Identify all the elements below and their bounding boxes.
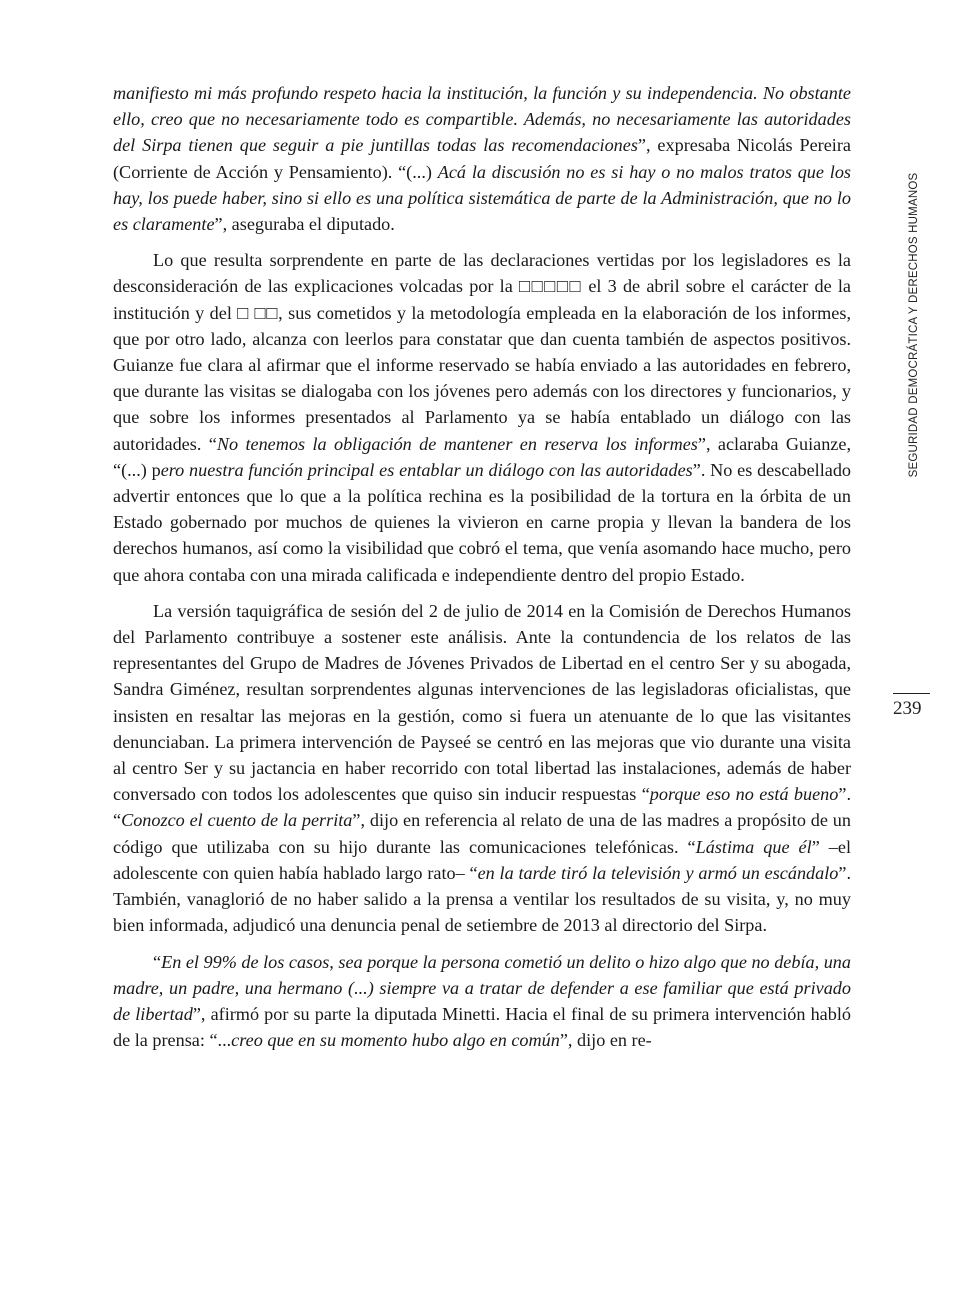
quote-text: Lástima que él	[695, 836, 812, 857]
quote-text: manifiesto mi más profundo respeto hacia la institución, la función y su independencia. No obstante ello, creo que no necesariamente todo es compartible. Además, no necesariamente las autoridades del Sirpa tienen que seguir a pie juntillas todas las recomendaciones	[113, 83, 851, 156]
body-text	[113, 80, 851, 1063]
quote-text: en la tarde tiró la televisión y armó un escándalo	[477, 862, 839, 883]
body-span: ”. También, vanaglorió de no haber salido a la prensa a ventilar los resultados de su visita, y, no muy bien informada, adjudicó una denuncia penal de setiembre de 2013 al directorio del Sirpa.	[113, 862, 851, 936]
body-span: ”, afirmó por su parte la diputada Minetti. Hacia el final de su primera intervención habló de la prensa: “...	[113, 1003, 851, 1051]
quote-text: Conozco el cuento de la perrita	[121, 810, 353, 831]
quote-text: porque eso no está bueno	[649, 784, 839, 805]
quote-text: Acá la discusión no es si hay o no malos tratos que los hay, los puede haber, sino si ello es una política sistemática de parte de la Administración, que no lo es claramente	[113, 161, 851, 235]
body-span: ”. “	[113, 784, 851, 831]
body-span: ”, expresaba Nicolás Pereira (Corriente de Acción y Pensamiento). “(...)	[113, 135, 851, 182]
body-span: ”, aclaraba Guianze, “(...) p	[113, 433, 851, 480]
paragraph-2	[113, 247, 851, 588]
paragraph-4	[113, 949, 851, 1054]
body-span: ”, aseguraba el diputado.	[214, 214, 395, 235]
body-span: ” –el adolescente con quien había hablado largo rato– “	[113, 836, 852, 883]
body-span: ”. No es descabellado advertir entonces que lo que a la política rechina es la posibilidad de la tortura en la órbita de un Estado gobernado por muchos de quienes la vivieron en carne propia y llevan la bandera de los derechos humanos, así como la visibilidad que cobró el tema, que venía asomando hace mucho, pero que ahora contaba con una mirada calificada e independiente dentro del propio Estado.	[113, 459, 852, 585]
body-span: Lo que resulta sorprendente en parte de las declaraciones vertidas por los legisladores es la desconsideración de las explicaciones volcadas por la □□□□□ el 3 de abril sobre el carácter de la institución y del □ □□, sus cometidos y la metodología empleada en la elaboración de los informes, que por otro lado, alcanza con leerlos para constatar que dan cuenta también de aspectos positivos. Guianze fue clara al afirmar que el informe reservado se había enviado a las autoridades en febrero, que durante las visitas se dialogaba con los jóvenes pero además con los directores y funcionarios, y que sobre los informes presentados al Parlamento ya se había entablado un diálogo con las autoridades. “	[113, 250, 851, 454]
paragraph-1	[113, 80, 851, 237]
quote-text: ero nuestra función principal es entablar un diálogo con las autoridades	[160, 459, 693, 480]
body-span: “	[153, 951, 162, 972]
body-span: La versión taquigráfica de sesión del 2 de julio de 2014 en la Comisión de Derechos Humanos del Parlamento contribuye a sostener este análisis. Ante la contundencia de los relatos de las representantes del Grupo de Madres de Jóvenes Privados de Libertad en el centro Ser y su abogada, Sandra Giménez, resultan sorprendentes algunas intervenciones de las legisladoras oficialistas, que insisten en resaltar las mejoras en la gestión, como si fuera un atenuante de lo que las visitantes denunciaban. La primera intervención de Payseé se centró en las mejoras que vio durante una visita al centro Ser y su jactancia en haber recorrido con total libertad las instalaciones, además de haber conversado con todos los adolescentes que quiso sin inducir respuestas “	[113, 600, 851, 805]
page-number: 239	[893, 698, 922, 719]
body-span: ”, dijo en referencia al relato de una de las madres a propósito de un código que utilizaba con su hijo durante las comunicaciones telefónicas. “	[113, 810, 851, 857]
quote-text: creo que en su momento hubo algo en común	[231, 1030, 560, 1051]
running-head: SEGURIDAD DEMOCRÁTICA Y DERECHOS HUMANOS	[908, 172, 920, 478]
quote-text: No tenemos la obligación de mantener en reserva los informes	[216, 433, 698, 454]
folio-rule	[893, 693, 930, 694]
quote-text: En el 99% de los casos, sea porque la persona cometió un delito o hizo algo que no debía, una madre, un padre, una hermano (...) siempre va a tratar de defender a ese familiar que está privado de libertad	[113, 951, 851, 1024]
body-span: ”, dijo en re-	[559, 1030, 652, 1051]
paragraph-3	[113, 598, 851, 939]
